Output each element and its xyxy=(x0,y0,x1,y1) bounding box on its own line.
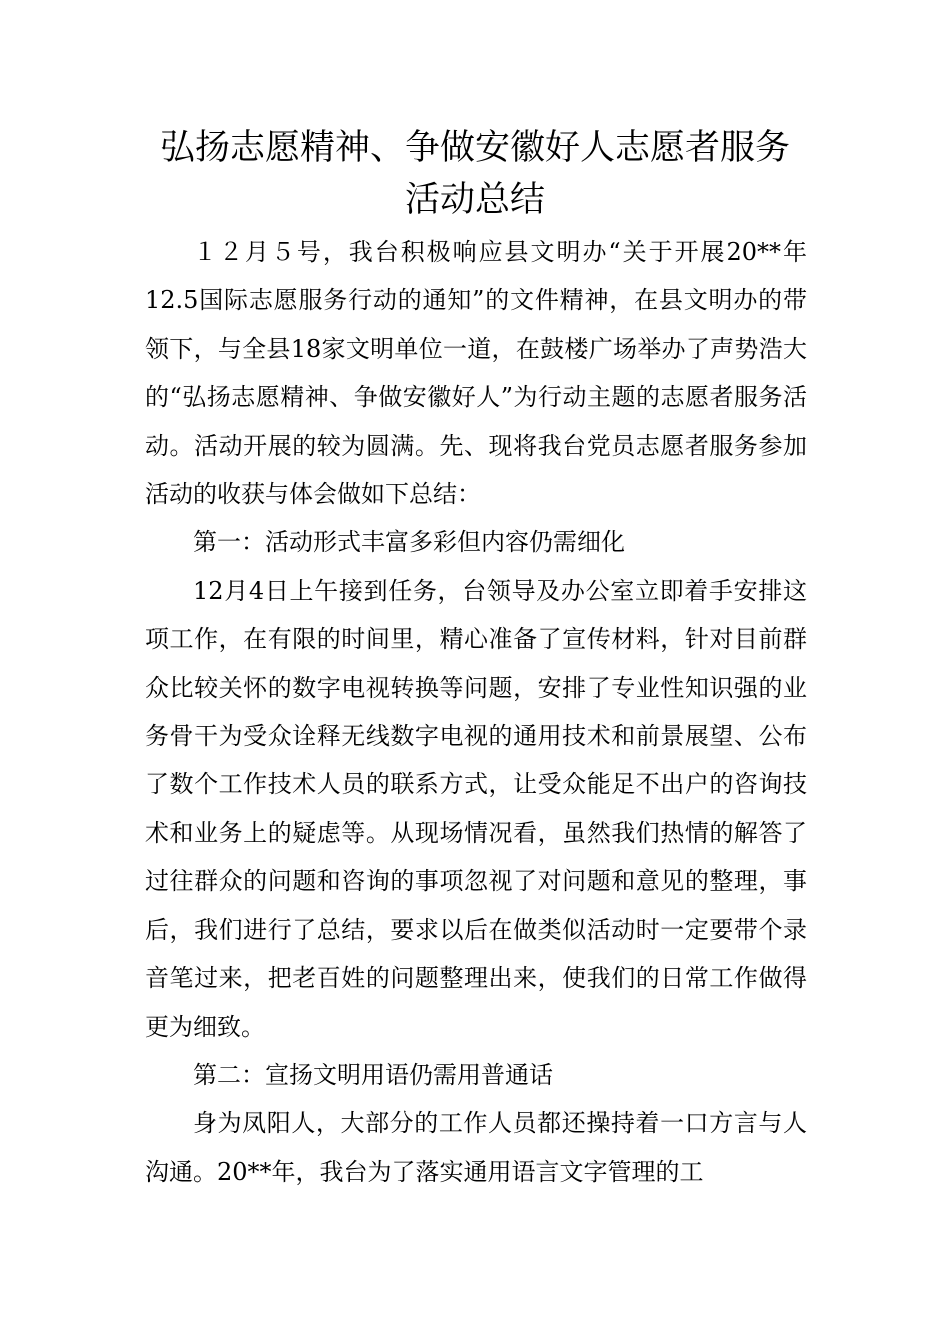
section-heading-second: 第二：宣扬文明用语仍需用普通话 xyxy=(193,1060,553,1089)
document-body xyxy=(145,228,807,1196)
section-heading-first: 第一：活动形式丰富多彩但内容仍需细化 xyxy=(193,528,625,557)
paragraph-intro: １２月５号，我台积极响应县文明办“关于开展20**年12.5国际志愿服务行动的通知”的文件精神，在县文明办的带领下，与全县18家文明单位一道，在鼓楼广场举办了声势浩大的“弘扬志愿精神、争做安徽好人”为行动主题的志愿者服务活动。活动开展的较为圆满。先、现将我台党员志愿者服务参加活动的收获与体会做如下总结： xyxy=(145,238,807,509)
title-line-2: 活动总结 xyxy=(404,180,545,220)
paragraph-first-section: 12月4日上午接到任务，台领导及办公室立即着手安排这项工作，在有限的时间里，精心准备了宣传材料，针对目前群众比较关怀的数字电视转换等问题，安排了专业性知识强的业务骨干为受众诠释无线数字电视的通用技术和前景展望、公布了数个工作技术人员的联系方式，让受众能足不出户的咨询技术和业务上的疑虑等。从现场情况看，虽然我们热情的解答了过往群众的问题和咨询的事项忽视了对问题和意见的整理，事后，我们进行了总结，要求以后在做类似活动时一定要带个录音笔过来，把老百姓的问题整理出来，使我们的日常工作做得更为细致。 xyxy=(145,576,807,1041)
paragraph-second-section: 身为凤阳人，大部分的工作人员都还操持着一口方言与人沟通。20**年，我台为了落实通用语言文字管理的工 xyxy=(145,1109,807,1186)
document-title xyxy=(100,122,850,226)
title-line-1: 弘扬志愿精神、争做安徽好人志愿者服务 xyxy=(159,128,790,168)
